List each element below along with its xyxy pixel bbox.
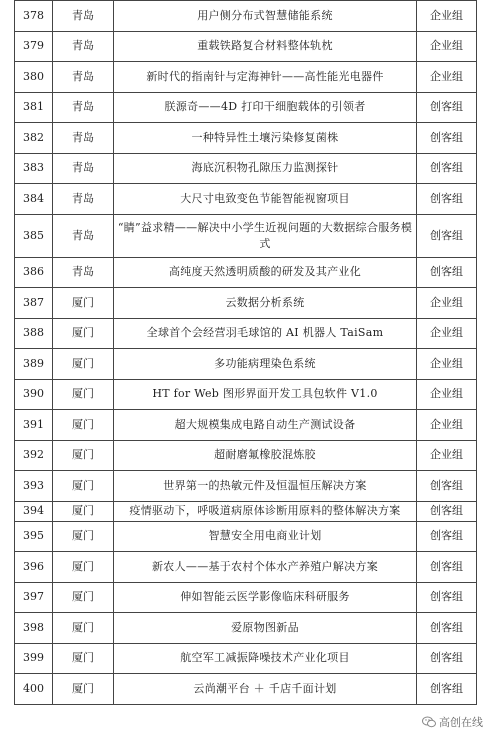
row-city: 厦门 [53, 471, 114, 502]
row-group: 创客组 [417, 92, 477, 123]
table-row [15, 288, 477, 319]
row-project-name: 高纯度天然透明质酸的研发及其产业化 [114, 257, 417, 288]
row-city: 厦门 [53, 379, 114, 410]
row-group: 创客组 [417, 521, 477, 552]
row-project-name: 超大规模集成电路自动生产测试设备 [114, 410, 417, 441]
row-number: 396 [15, 552, 53, 583]
row-city: 厦门 [53, 349, 114, 380]
row-project-name: 一种特异性土壤污染修复菌株 [114, 123, 417, 154]
row-group: 创客组 [417, 184, 477, 215]
row-project-name: 新时代的指南针与定海神针——高性能光电器件 [114, 62, 417, 93]
row-city: 青岛 [53, 31, 114, 62]
row-city: 青岛 [53, 1, 114, 32]
row-number: 399 [15, 643, 53, 674]
table-row [15, 257, 477, 288]
row-project-name: 重载铁路复合材料整体轨枕 [114, 31, 417, 62]
row-group: 创客组 [417, 552, 477, 583]
row-number: 381 [15, 92, 53, 123]
row-project-name: 用户侧分布式智慧储能系统 [114, 1, 417, 32]
table-row [15, 123, 477, 154]
row-group: 企业组 [417, 62, 477, 93]
watermark-text: 高创在线 [439, 716, 483, 729]
table-row [15, 552, 477, 583]
row-city: 青岛 [53, 184, 114, 215]
row-group: 企业组 [417, 1, 477, 32]
row-project-name: 全球首个会经营羽毛球馆的 AI 机器人 TaiSam [114, 318, 417, 349]
table-row [15, 613, 477, 644]
row-number: 387 [15, 288, 53, 319]
row-number: 390 [15, 379, 53, 410]
table-row [15, 674, 477, 705]
row-number: 385 [15, 214, 53, 257]
table-row [15, 379, 477, 410]
row-number: 380 [15, 62, 53, 93]
row-project-name: 新农人——基于农村个体水产养殖户解决方案 [114, 552, 417, 583]
row-group: 企业组 [417, 440, 477, 471]
row-city: 厦门 [53, 318, 114, 349]
row-city: 厦门 [53, 643, 114, 674]
row-number: 383 [15, 153, 53, 184]
row-city: 青岛 [53, 92, 114, 123]
row-number: 395 [15, 521, 53, 552]
row-number: 384 [15, 184, 53, 215]
row-group: 创客组 [417, 674, 477, 705]
row-number: 388 [15, 318, 53, 349]
table-row [15, 521, 477, 552]
table-row [15, 214, 477, 257]
row-project-name: 疫情驱动下，呼吸道病原体诊断用原料的整体解决方案 [114, 501, 417, 521]
row-group: 创客组 [417, 501, 477, 521]
table-row [15, 62, 477, 93]
table-row [15, 440, 477, 471]
row-group: 企业组 [417, 31, 477, 62]
row-project-name: 大尺寸电致变色节能智能视窗项目 [114, 184, 417, 215]
row-number: 382 [15, 123, 53, 154]
project-table-body [15, 1, 477, 705]
row-project-name: 爱原物图新品 [114, 613, 417, 644]
row-city: 青岛 [53, 153, 114, 184]
row-group: 创客组 [417, 471, 477, 502]
row-project-name: 智慧安全用电商业计划 [114, 521, 417, 552]
table-row [15, 92, 477, 123]
row-number: 394 [15, 501, 53, 521]
row-city: 青岛 [53, 257, 114, 288]
table-row [15, 643, 477, 674]
row-project-name: 航空军工减振降噪技术产业化项目 [114, 643, 417, 674]
row-city: 厦门 [53, 501, 114, 521]
row-number: 391 [15, 410, 53, 441]
row-city: 青岛 [53, 123, 114, 154]
table-row [15, 153, 477, 184]
table-row [15, 471, 477, 502]
table-row [15, 349, 477, 380]
row-city: 青岛 [53, 214, 114, 257]
table-row [15, 184, 477, 215]
row-project-name: HT for Web 图形界面开发工具包软件 V1.0 [114, 379, 417, 410]
row-project-name: 伸如智能云医学影像临床科研服务 [114, 582, 417, 613]
table-row [15, 31, 477, 62]
table-row [15, 582, 477, 613]
row-group: 企业组 [417, 410, 477, 441]
row-city: 厦门 [53, 674, 114, 705]
row-project-name: 海底沉积物孔隙压力监测探针 [114, 153, 417, 184]
row-group: 创客组 [417, 257, 477, 288]
table-row [15, 501, 477, 521]
row-project-name: 超耐磨氟橡胶混炼胶 [114, 440, 417, 471]
row-city: 厦门 [53, 552, 114, 583]
table-row [15, 318, 477, 349]
row-city: 厦门 [53, 440, 114, 471]
project-table [14, 0, 477, 705]
row-group: 创客组 [417, 582, 477, 613]
row-number: 386 [15, 257, 53, 288]
row-group: 企业组 [417, 379, 477, 410]
table-row [15, 410, 477, 441]
row-group: 企业组 [417, 349, 477, 380]
row-city: 厦门 [53, 613, 114, 644]
row-number: 392 [15, 440, 53, 471]
watermark [419, 713, 486, 731]
row-city: 厦门 [53, 582, 114, 613]
row-group: 企业组 [417, 288, 477, 319]
row-city: 厦门 [53, 410, 114, 441]
row-number: 400 [15, 674, 53, 705]
row-project-name: 云尚潮平台 ＋ 千店千面计划 [114, 674, 417, 705]
row-project-name: 朕源奇——4D 打印干细胞载体的引领者 [114, 92, 417, 123]
row-project-name: “睛”益求精——解决中小学生近视问题的大数据综合服务模式 [114, 214, 417, 257]
wechat-icon [422, 716, 436, 728]
row-number: 389 [15, 349, 53, 380]
row-project-name: 云数据分析系统 [114, 288, 417, 319]
row-city: 厦门 [53, 288, 114, 319]
row-number: 393 [15, 471, 53, 502]
row-number: 378 [15, 1, 53, 32]
row-number: 397 [15, 582, 53, 613]
row-city: 青岛 [53, 62, 114, 93]
row-group: 创客组 [417, 613, 477, 644]
row-project-name: 多功能病理染色系统 [114, 349, 417, 380]
row-city: 厦门 [53, 521, 114, 552]
row-group: 创客组 [417, 214, 477, 257]
row-group: 创客组 [417, 643, 477, 674]
row-group: 企业组 [417, 318, 477, 349]
row-group: 创客组 [417, 123, 477, 154]
row-project-name: 世界第一的热敏元件及恒温恒压解决方案 [114, 471, 417, 502]
row-number: 379 [15, 31, 53, 62]
row-number: 398 [15, 613, 53, 644]
row-group: 创客组 [417, 153, 477, 184]
table-row [15, 1, 477, 32]
